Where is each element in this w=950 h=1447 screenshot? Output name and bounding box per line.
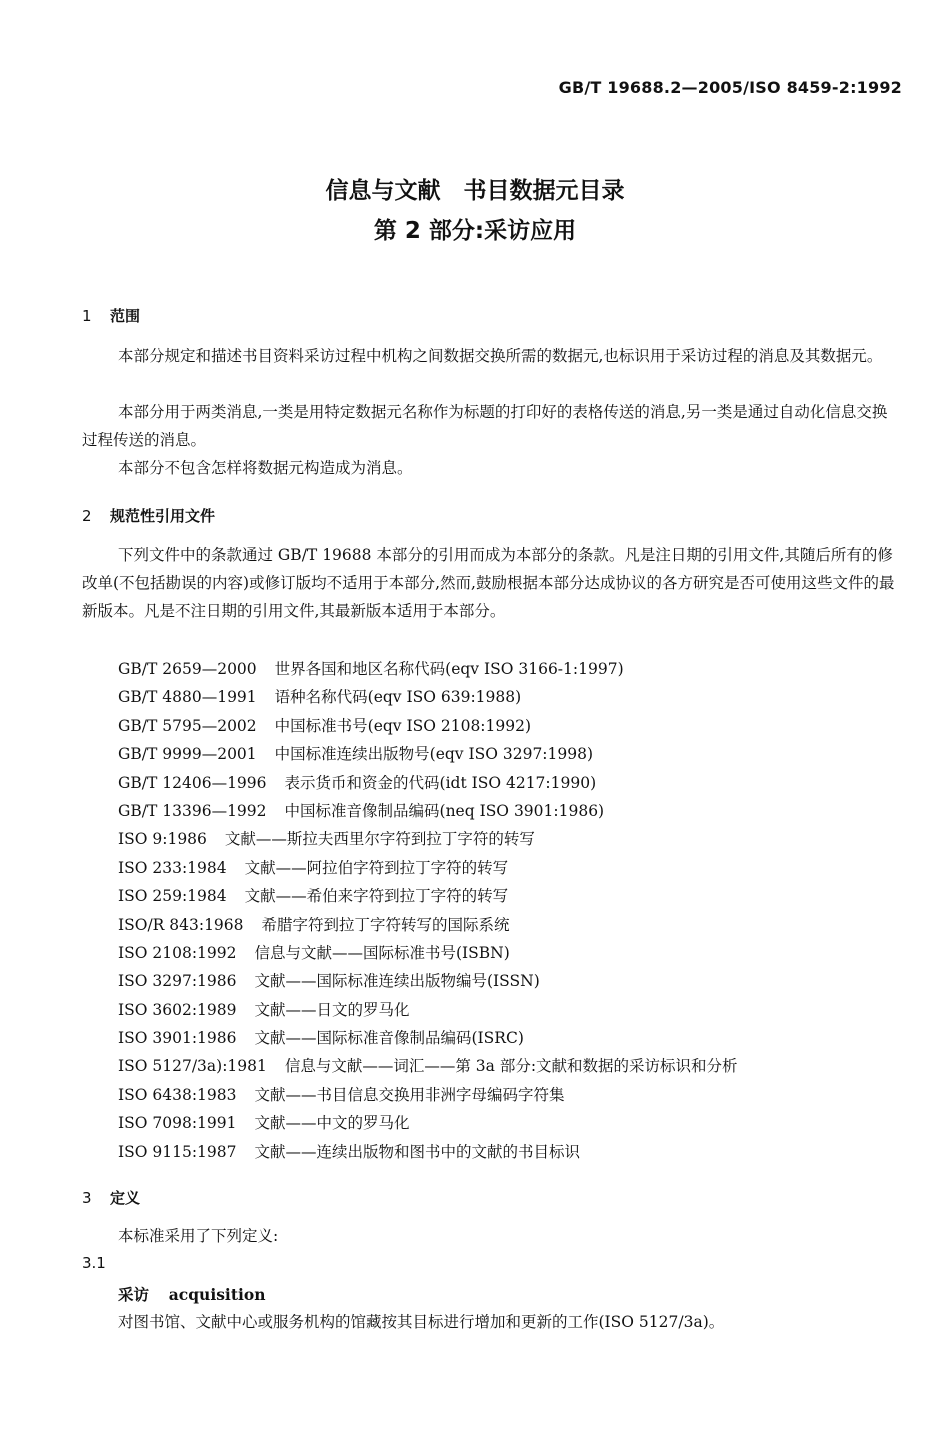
reference-title: 世界各国和地区名称代码(eqv ISO 3166-1:1997) xyxy=(274,660,624,678)
reference-title: 文献——国际标准音像制品编码(ISRC) xyxy=(254,1029,524,1048)
reference-item xyxy=(118,769,738,797)
reference-code: GB/T 9999—2001 xyxy=(118,745,257,764)
term-chinese: 采访 xyxy=(118,1285,150,1304)
standard-code: GB/T 19688.2—2005/ISO 8459-2:1992 xyxy=(558,78,902,97)
scope-paragraph-3: 本部分不包含怎样将数据元构造成为消息。 xyxy=(118,459,413,477)
reference-item xyxy=(118,797,738,825)
reference-title: 文献——阿拉伯字符到拉丁字符的转写 xyxy=(244,858,509,877)
reference-item xyxy=(118,854,738,882)
term-english: acquisition xyxy=(168,1285,266,1304)
reference-title: 表示货币和资金的代码(idt ISO 4217:1990) xyxy=(284,773,597,792)
reference-item xyxy=(118,911,738,939)
reference-item xyxy=(118,1081,738,1109)
reference-item xyxy=(118,967,738,995)
reference-code: GB/T 13396—1992 xyxy=(118,801,267,820)
section-title: 定义 xyxy=(110,1189,141,1207)
reference-item xyxy=(118,712,738,740)
reference-code: GB/T 5795—2002 xyxy=(118,716,257,735)
section-1-heading xyxy=(82,305,140,326)
reference-item xyxy=(118,740,738,768)
section-number: 3 xyxy=(82,1189,92,1207)
reference-code: GB/T 4880—1991 xyxy=(118,688,257,707)
reference-code: ISO 233:1984 xyxy=(118,858,227,877)
reference-title: 中国标准音像制品编码(neq ISO 3901:1986) xyxy=(284,801,605,820)
reference-code: ISO 3901:1986 xyxy=(118,1029,237,1048)
section-title: 规范性引用文件 xyxy=(110,507,216,525)
reference-title: 文献——国际标准连续出版物编号(ISSN) xyxy=(254,972,540,991)
reference-item xyxy=(118,882,738,910)
reference-title: 信息与文献——词汇——第 3a 部分:文献和数据的采访标识和分析 xyxy=(284,1057,738,1076)
reference-code: ISO 9:1986 xyxy=(118,830,207,849)
reference-list xyxy=(118,655,738,1166)
reference-title: 文献——斯拉夫西里尔字符到拉丁字符的转写 xyxy=(224,830,535,849)
reference-title: 文献——日文的罗马化 xyxy=(254,1000,410,1019)
section-title: 范围 xyxy=(110,307,141,325)
reference-title: 文献——希伯来字符到拉丁字符的转写 xyxy=(244,887,509,906)
reference-code: ISO 3297:1986 xyxy=(118,972,237,991)
reference-item xyxy=(118,996,738,1024)
section-number: 2 xyxy=(82,507,92,525)
document-title: 信息与文献 书目数据元目录 xyxy=(325,178,625,204)
reference-title: 文献——书目信息交换用非洲字母编码字符集 xyxy=(254,1085,565,1104)
reference-title: 文献——连续出版物和图书中的文献的书目标识 xyxy=(254,1142,581,1161)
reference-item xyxy=(118,1052,738,1080)
reference-item xyxy=(118,939,738,967)
reference-code: ISO 9115:1987 xyxy=(118,1142,237,1161)
section-3-heading xyxy=(82,1187,140,1208)
references-intro: 下列文件中的条款通过 GB/T 19688 本部分的引用而成为本部分的条款。凡是注日期的引用文件,其随后所有的修改单(不包括勘误的内容)或修订版均不适用于本部分,然而,鼓励根据本部分达成协议的各方研究是否可使用这些文件的最新版本。凡是不注日期的引用文件,其最新版本适用于本部分。 xyxy=(82,546,895,620)
reference-item xyxy=(118,1138,738,1166)
reference-title: 语种名称代码(eqv ISO 639:1988) xyxy=(274,688,522,707)
reference-code: GB/T 2659—2000 xyxy=(118,660,257,678)
reference-code: GB/T 12406—1996 xyxy=(118,773,267,792)
reference-title: 中国标准书号(eqv ISO 2108:1992) xyxy=(274,716,532,735)
reference-code: ISO 7098:1991 xyxy=(118,1114,237,1133)
section-number: 1 xyxy=(82,307,92,325)
document-subtitle: 第 2 部分:采访应用 xyxy=(373,218,577,244)
reference-item xyxy=(118,1109,738,1137)
reference-item xyxy=(118,655,738,683)
reference-item xyxy=(118,825,738,853)
reference-item xyxy=(118,1024,738,1052)
reference-code: ISO/R 843:1968 xyxy=(118,915,244,934)
reference-code: ISO 259:1984 xyxy=(118,887,227,906)
term-definition: 对图书馆、文献中心或服务机构的馆藏按其目标进行增加和更新的工作(ISO 5127/3a)。 xyxy=(118,1313,725,1331)
section-2-heading xyxy=(82,505,215,526)
reference-code: ISO 3602:1989 xyxy=(118,1000,237,1019)
reference-title: 文献——中文的罗马化 xyxy=(254,1114,410,1133)
subsection-number: 3.1 xyxy=(82,1254,106,1272)
reference-code: ISO 2108:1992 xyxy=(118,943,237,962)
reference-item xyxy=(118,683,738,711)
reference-title: 信息与文献——国际标准书号(ISBN) xyxy=(254,943,510,962)
reference-code: ISO 6438:1983 xyxy=(118,1085,237,1104)
definitions-intro: 本标准采用了下列定义: xyxy=(118,1227,279,1245)
term-entry xyxy=(118,1283,265,1305)
scope-paragraph-1: 本部分规定和描述书目资料采访过程中机构之间数据交换所需的数据元,也标识用于采访过程的消息及其数据元。 xyxy=(118,347,883,365)
reference-title: 中国标准连续出版物号(eqv ISO 3297:1998) xyxy=(274,745,594,764)
reference-code: ISO 5127/3a):1981 xyxy=(118,1057,267,1076)
reference-title: 希腊字符到拉丁字符转写的国际系统 xyxy=(261,915,510,934)
scope-paragraph-2: 本部分用于两类消息,一类是用特定数据元名称作为标题的打印好的表格传送的消息,另一类是通过自动化信息交换过程传送的消息。 xyxy=(82,403,888,449)
